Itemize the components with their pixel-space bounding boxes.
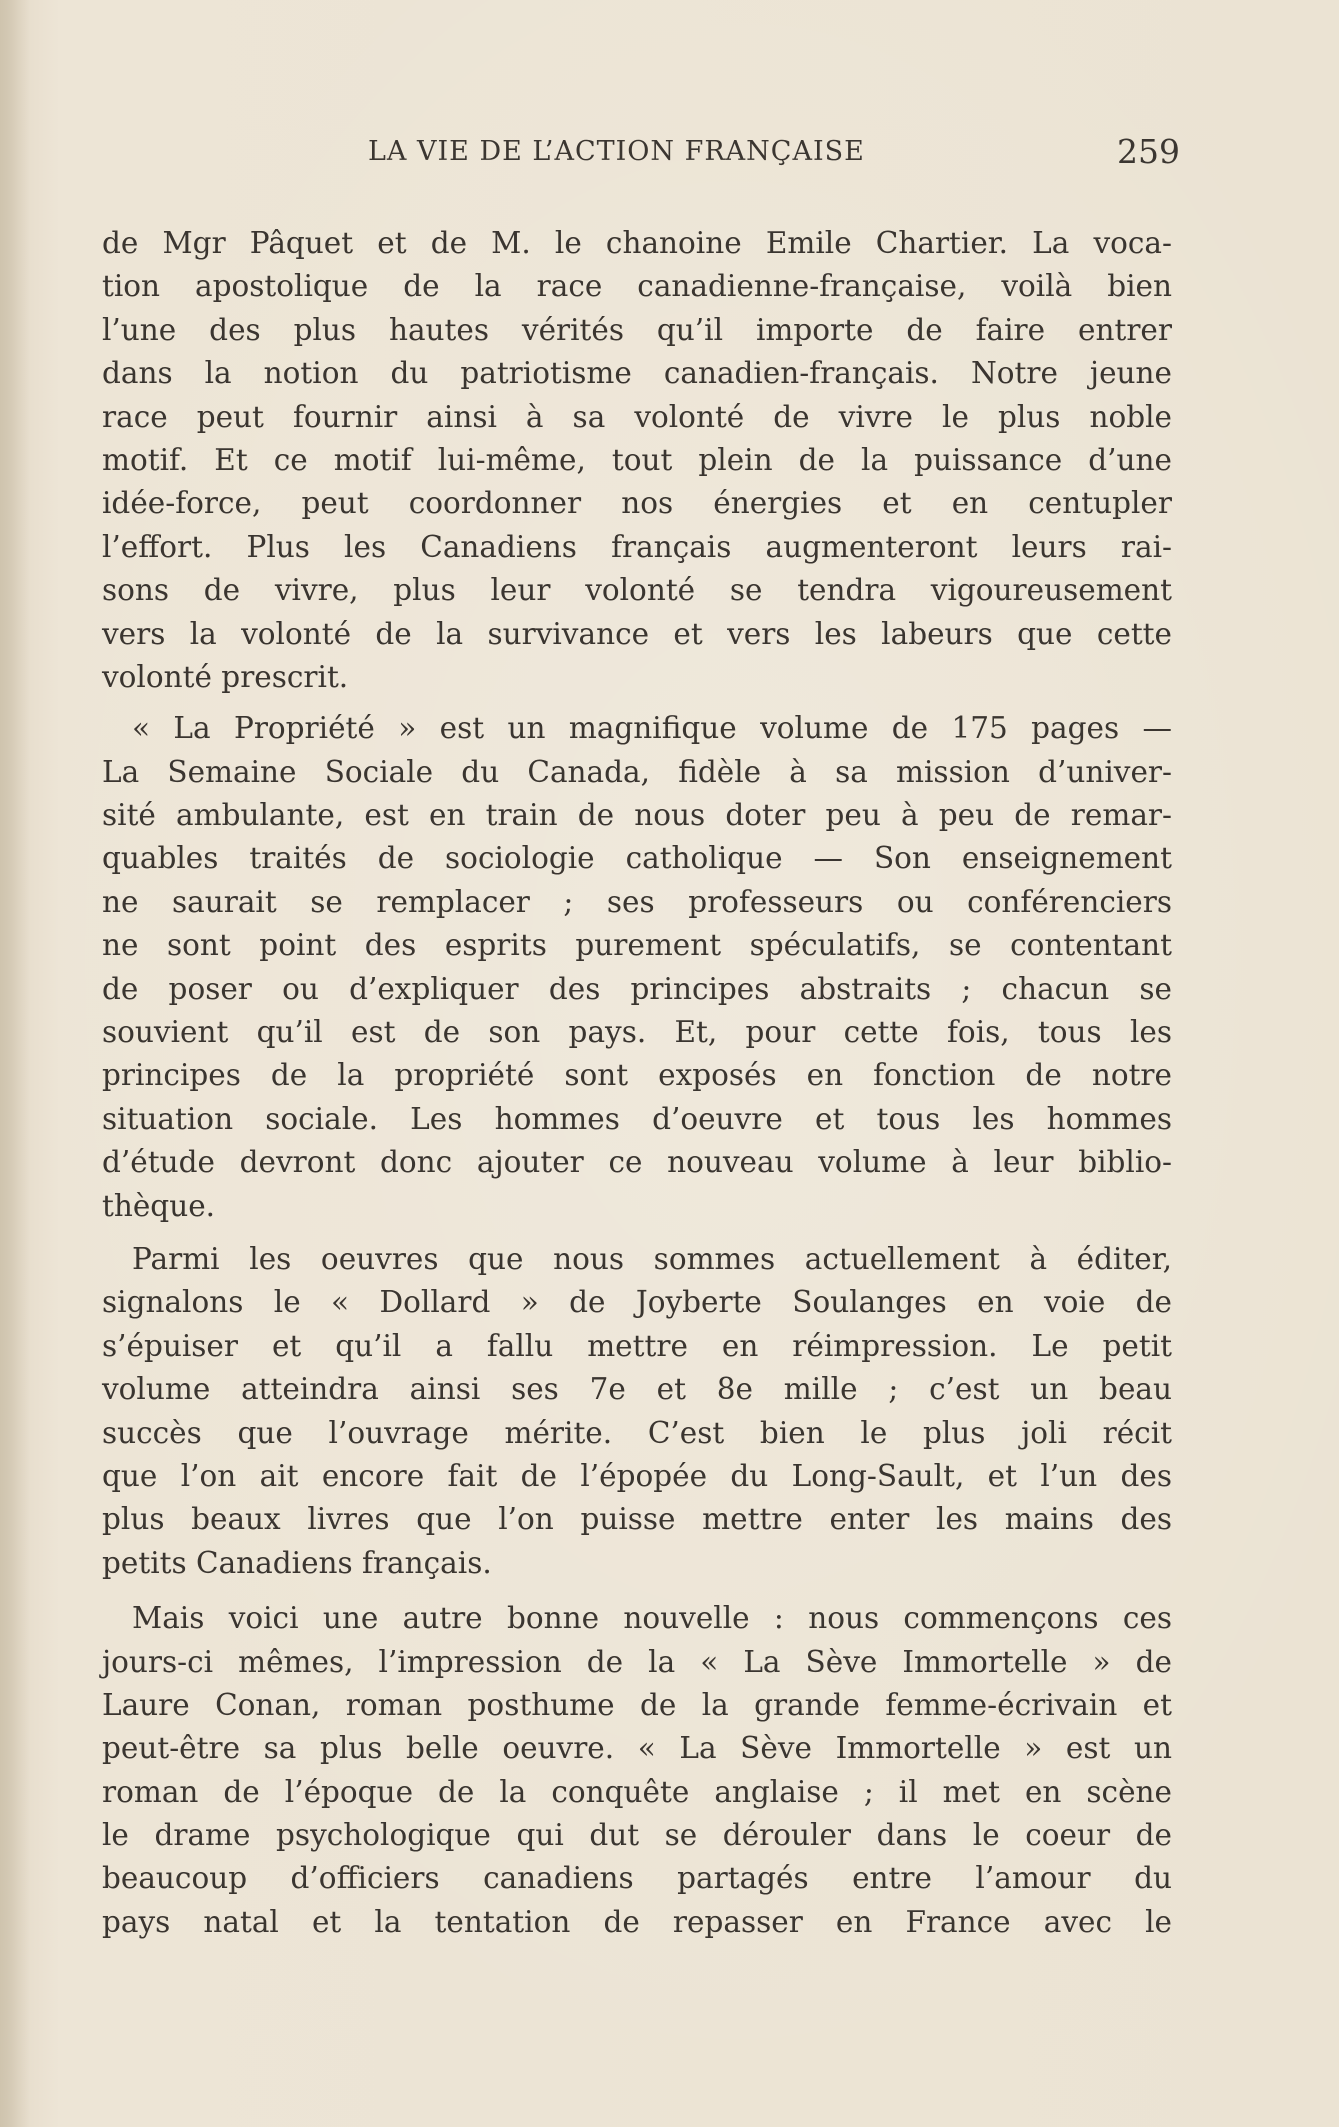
text-line: de Mgr Pâquet et de M. le chanoine Emile Chartier. La voca- — [102, 226, 1172, 260]
paragraph-4 — [102, 1597, 1172, 1944]
text-line: jours-ci mêmes, l’impression de la « La Sève Immortelle » de — [102, 1644, 1172, 1679]
text-line: de poser ou d’expliquer des principes abstraits ; chacun se — [102, 971, 1172, 1006]
text-line: volume atteindra ainsi ses 7e et 8e mille ; c’est un beau — [102, 1372, 1172, 1407]
text-line: s’épuiser et qu’il a fallu mettre en réimpression. Le petit — [102, 1328, 1172, 1363]
text-line: souvient qu’il est de son pays. Et, pour cette fois, tous les — [102, 1015, 1172, 1050]
text-line: Mais voici une autre bonne nouvelle : nous commençons ces — [132, 1601, 1172, 1636]
text-line: l’effort. Plus les Canadiens français augmenteront leurs rai- — [102, 529, 1172, 564]
text-line: dans la notion du patriotisme canadien-français. Notre jeune — [102, 356, 1172, 391]
text-line: quables traités de sociologie catholique — Son enseignement — [102, 841, 1172, 876]
text-line: d’étude devront donc ajouter ce nouveau volume à leur biblio- — [102, 1145, 1172, 1180]
text-line: le drame psychologique qui dut se dérouler dans le coeur de — [102, 1818, 1172, 1853]
paragraph-3 — [102, 1238, 1172, 1585]
text-line: idée-force, peut coordonner nos énergies et en centupler — [102, 486, 1172, 521]
text-line: petits Canadiens français. — [102, 1545, 492, 1580]
text-line: ne saurait se remplacer ; ses professeurs ou conférenciers — [102, 884, 1172, 919]
text-line: roman de l’époque de la conquête anglaise ; il met en scène — [102, 1774, 1172, 1809]
text-line: vers la volonté de la survivance et vers les labeurs que cette — [102, 616, 1172, 651]
text-line: beaucoup d’officiers canadiens partagés entre l’amour du — [102, 1861, 1172, 1896]
text-line: race peut fournir ainsi à sa volonté de vivre le plus noble — [102, 399, 1172, 434]
text-line: l’une des plus hautes vérités qu’il importe de faire entrer — [102, 312, 1172, 347]
running-title: LA VIE DE L’ACTION FRANÇAISE — [368, 136, 865, 167]
body-text — [102, 222, 1172, 1958]
page-number: 259 — [1117, 132, 1180, 171]
running-head — [100, 132, 1180, 172]
text-line: thèque. — [102, 1188, 216, 1223]
text-line: motif. Et ce motif lui-même, tout plein de la puissance d’une — [102, 442, 1172, 477]
text-line: peut-être sa plus belle oeuvre. « La Sève Immortelle » est un — [102, 1731, 1172, 1766]
text-line: ne sont point des esprits purement spéculatifs, se contentant — [102, 928, 1172, 963]
text-line: La Semaine Sociale du Canada, fidèle à sa mission d’univer- — [102, 754, 1172, 789]
text-line: signalons le « Dollard » de Joyberte Soulanges en voie de — [102, 1285, 1172, 1320]
text-line: volonté prescrit. — [102, 659, 349, 694]
text-line: pays natal et la tentation de repasser en France avec le — [102, 1904, 1172, 1939]
text-line: que l’on ait encore fait de l’épopée du Long-Sault, et l’un des — [102, 1458, 1172, 1493]
text-line: situation sociale. Les hommes d’oeuvre et tous les hommes — [102, 1101, 1172, 1136]
text-line: sité ambulante, est en train de nous doter peu à peu de remar- — [102, 798, 1172, 833]
paragraph-1 — [102, 222, 1172, 699]
text-line: Parmi les oeuvres que nous sommes actuellement à éditer, — [132, 1241, 1172, 1276]
book-binding-shadow — [0, 0, 30, 2127]
text-line: plus beaux livres que l’on puisse mettre enter les mains des — [102, 1502, 1172, 1537]
paragraph-2 — [102, 707, 1172, 1228]
text-line: « La Propriété » est un magnifique volume de 175 pages — — [132, 711, 1172, 746]
text-line: tion apostolique de la race canadienne-française, voilà bien — [102, 269, 1172, 304]
text-line: Laure Conan, roman posthume de la grande femme-écrivain et — [102, 1687, 1172, 1722]
text-line: succès que l’ouvrage mérite. C’est bien le plus joli récit — [102, 1415, 1172, 1450]
text-line: principes de la propriété sont exposés en fonction de notre — [102, 1058, 1172, 1093]
text-line: sons de vivre, plus leur volonté se tendra vigoureusement — [102, 573, 1172, 608]
